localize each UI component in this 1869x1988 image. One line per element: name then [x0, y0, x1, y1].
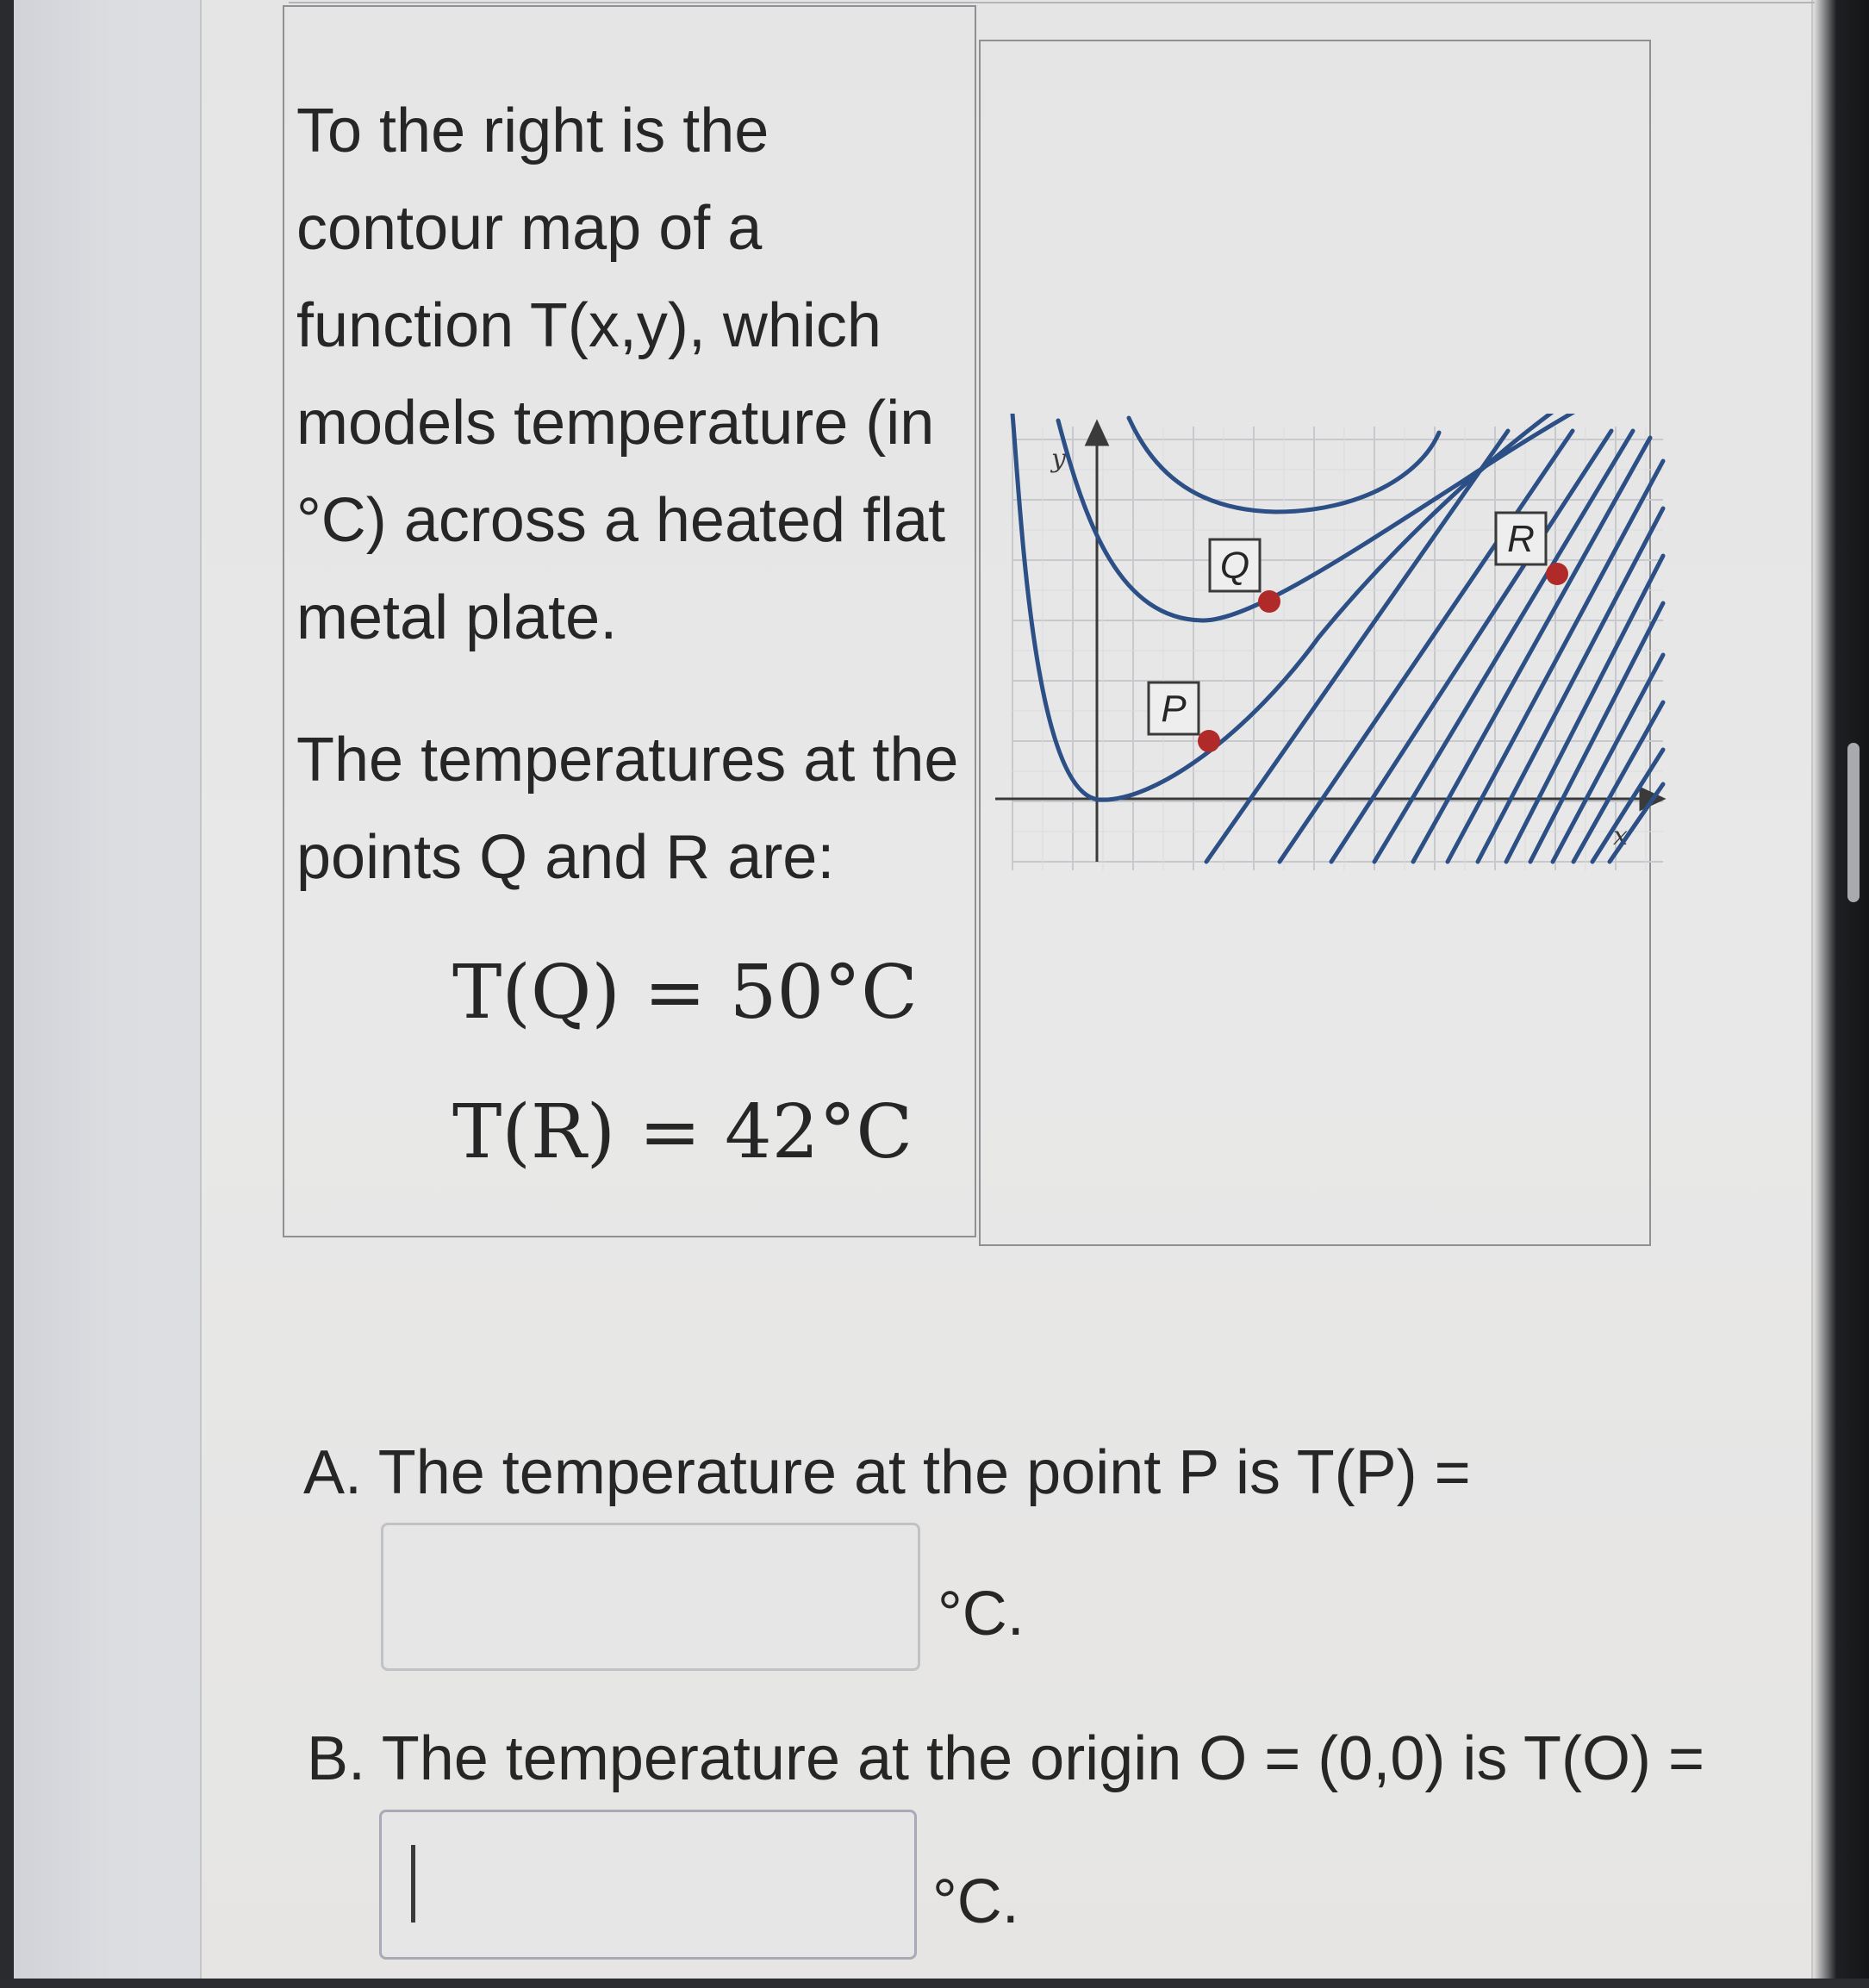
contour-line [1331, 431, 1611, 862]
prompt-paragraph-1: To the right is the contour map of a function T(x,y), which models temperature (in °C) across a heated flat metal plate. [296, 97, 946, 652]
contour-map [991, 414, 1672, 879]
text-cursor [411, 1845, 415, 1923]
prompt-paragraph-2: The temperatures at the points Q and R are: [296, 726, 959, 892]
bottom-bezel [0, 1979, 1869, 1988]
equation-t-q: T(Q) = 50°C [452, 950, 918, 1036]
y-axis-arrow [1087, 422, 1107, 445]
point-q [1258, 590, 1280, 613]
answer-b-unit: °C. [932, 1867, 1019, 1936]
problem-text-cell [283, 5, 976, 1237]
contour-line [1374, 431, 1633, 862]
contour-line [1280, 431, 1573, 862]
point-p [1198, 730, 1220, 752]
point-p-label: P [1161, 688, 1187, 730]
question-a-text: A. The temperature at the point P is T(P) = [303, 1438, 1471, 1507]
x-axis-label: x [1613, 821, 1628, 851]
point-r [1546, 563, 1568, 585]
y-axis-label: y [1051, 444, 1066, 474]
contour-lines [1012, 414, 1663, 862]
question-b-text: B. The temperature at the origin O = (0,0) is T(O) = [307, 1724, 1705, 1793]
scrollbar-thumb[interactable] [1847, 743, 1860, 902]
right-bezel [1815, 0, 1869, 1988]
answer-b-input[interactable] [379, 1810, 917, 1960]
top-divider [289, 2, 1831, 3]
answer-a-unit: °C. [938, 1580, 1025, 1648]
point-r-label: R [1507, 518, 1535, 560]
point-q-label: Q [1219, 545, 1250, 587]
equation-t-r: T(R) = 42°C [452, 1089, 913, 1175]
left-bezel [0, 0, 14, 1988]
answer-a-input[interactable] [381, 1523, 920, 1671]
contour-line [1206, 431, 1508, 862]
grid [1012, 427, 1663, 870]
